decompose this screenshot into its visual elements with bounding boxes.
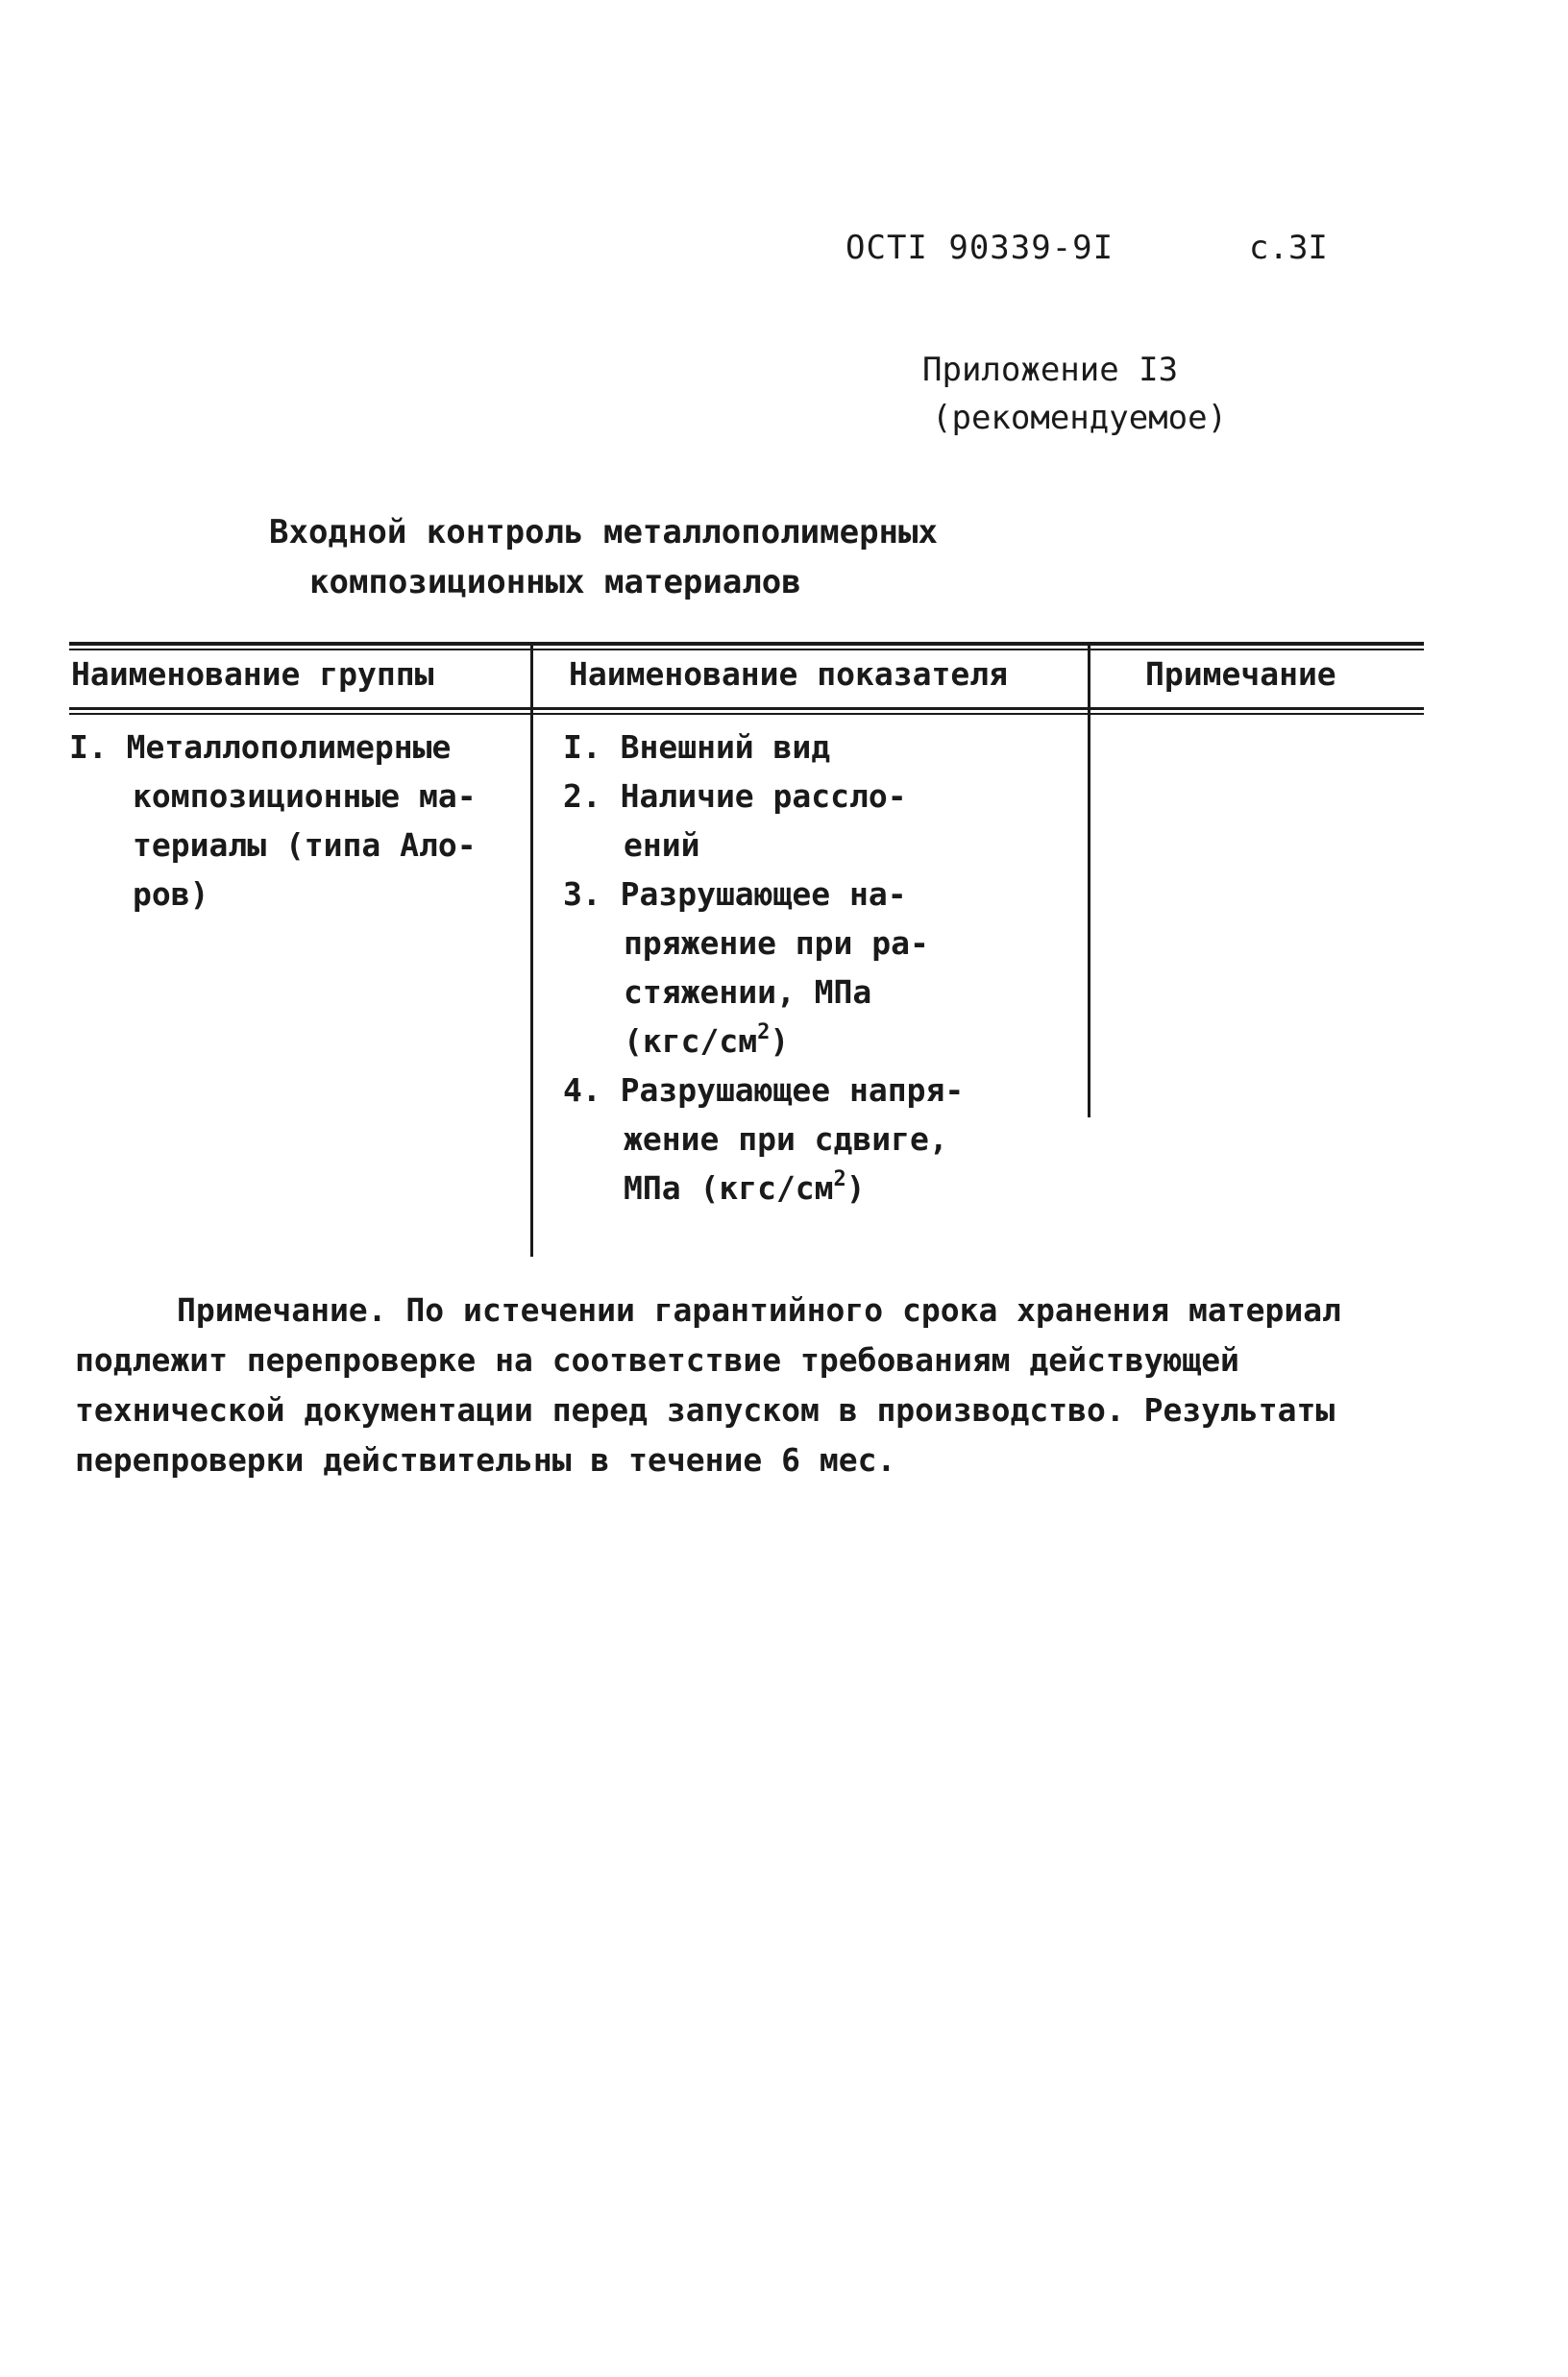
indicator-2-line-2: ений — [624, 826, 700, 864]
indicator-cell — [563, 723, 1082, 1213]
column-divider-2 — [1088, 642, 1090, 1117]
indicator-4-line-3 — [563, 1164, 1082, 1213]
title-line-2: композиционных материалов — [309, 563, 801, 601]
group-line-2: композиционные ма- — [133, 777, 477, 815]
group-line-1: I. Металлополимерные — [69, 728, 452, 766]
indicator-2-line-1: 2. Наличие рассло- — [563, 777, 907, 815]
table-top-border — [69, 642, 1424, 646]
header-group-name: Наименование группы — [71, 655, 434, 693]
group-line-3: териалы (типа Ало- — [133, 826, 477, 864]
indicator-3-unit: (кгс/см — [624, 1022, 758, 1060]
note-line-3: технической документации перед запуском в производство. Результаты — [75, 1391, 1335, 1429]
indicator-3-line-2: пряжение при ра- — [624, 924, 929, 962]
indicator-4-line-2: жение при сдвиге, — [624, 1120, 948, 1158]
footnote — [75, 1286, 1420, 1485]
note-line-4: перепроверки действительны в течение 6 мес. — [75, 1441, 896, 1479]
table-top-border-inner — [69, 649, 1424, 650]
table-header-divider-inner — [69, 713, 1424, 715]
header-indicator-name: Наименование показателя — [569, 655, 1008, 693]
indicator-4-unit-close: ) — [845, 1169, 866, 1207]
indicator-4-unit: МПа (кгс/см — [624, 1169, 834, 1207]
appendix-number: Приложение I3 — [922, 351, 1179, 389]
indicator-3-unit-exponent: 2 — [757, 1020, 771, 1044]
indicator-4-unit-exponent: 2 — [833, 1167, 846, 1191]
appendix-status: (рекомендуемое) — [932, 399, 1228, 437]
appendix-label — [922, 346, 1227, 442]
title-line-1: Входной контроль металлополимерных — [269, 513, 938, 551]
inspection-table — [69, 642, 1424, 1257]
note-line-2: подлежит перепроверке на соответствие требованиям действующей — [75, 1341, 1239, 1379]
document-title — [269, 507, 938, 607]
indicator-3-line-4 — [563, 1017, 1082, 1066]
header-remark: Примечание — [1145, 655, 1336, 693]
indicator-4-line-1: 4. Разрушающее напря- — [563, 1071, 965, 1109]
note-line-1: Примечание. По истечении гарантийного срока хранения материал — [177, 1291, 1341, 1329]
page-number: с.3I — [1249, 229, 1328, 267]
group-line-4: ров) — [133, 875, 209, 913]
indicator-1: I. Внешний вид — [563, 728, 831, 766]
column-divider-1 — [530, 642, 533, 1257]
standard-code: ОСТI 90339-9I — [845, 229, 1115, 267]
table-header-divider — [69, 707, 1424, 710]
indicator-3-unit-close: ) — [770, 1022, 790, 1060]
indicator-3-line-3: стяжении, МПа — [624, 973, 872, 1011]
indicator-3-line-1: 3. Разрушающее на- — [563, 875, 907, 913]
group-cell — [69, 723, 521, 919]
